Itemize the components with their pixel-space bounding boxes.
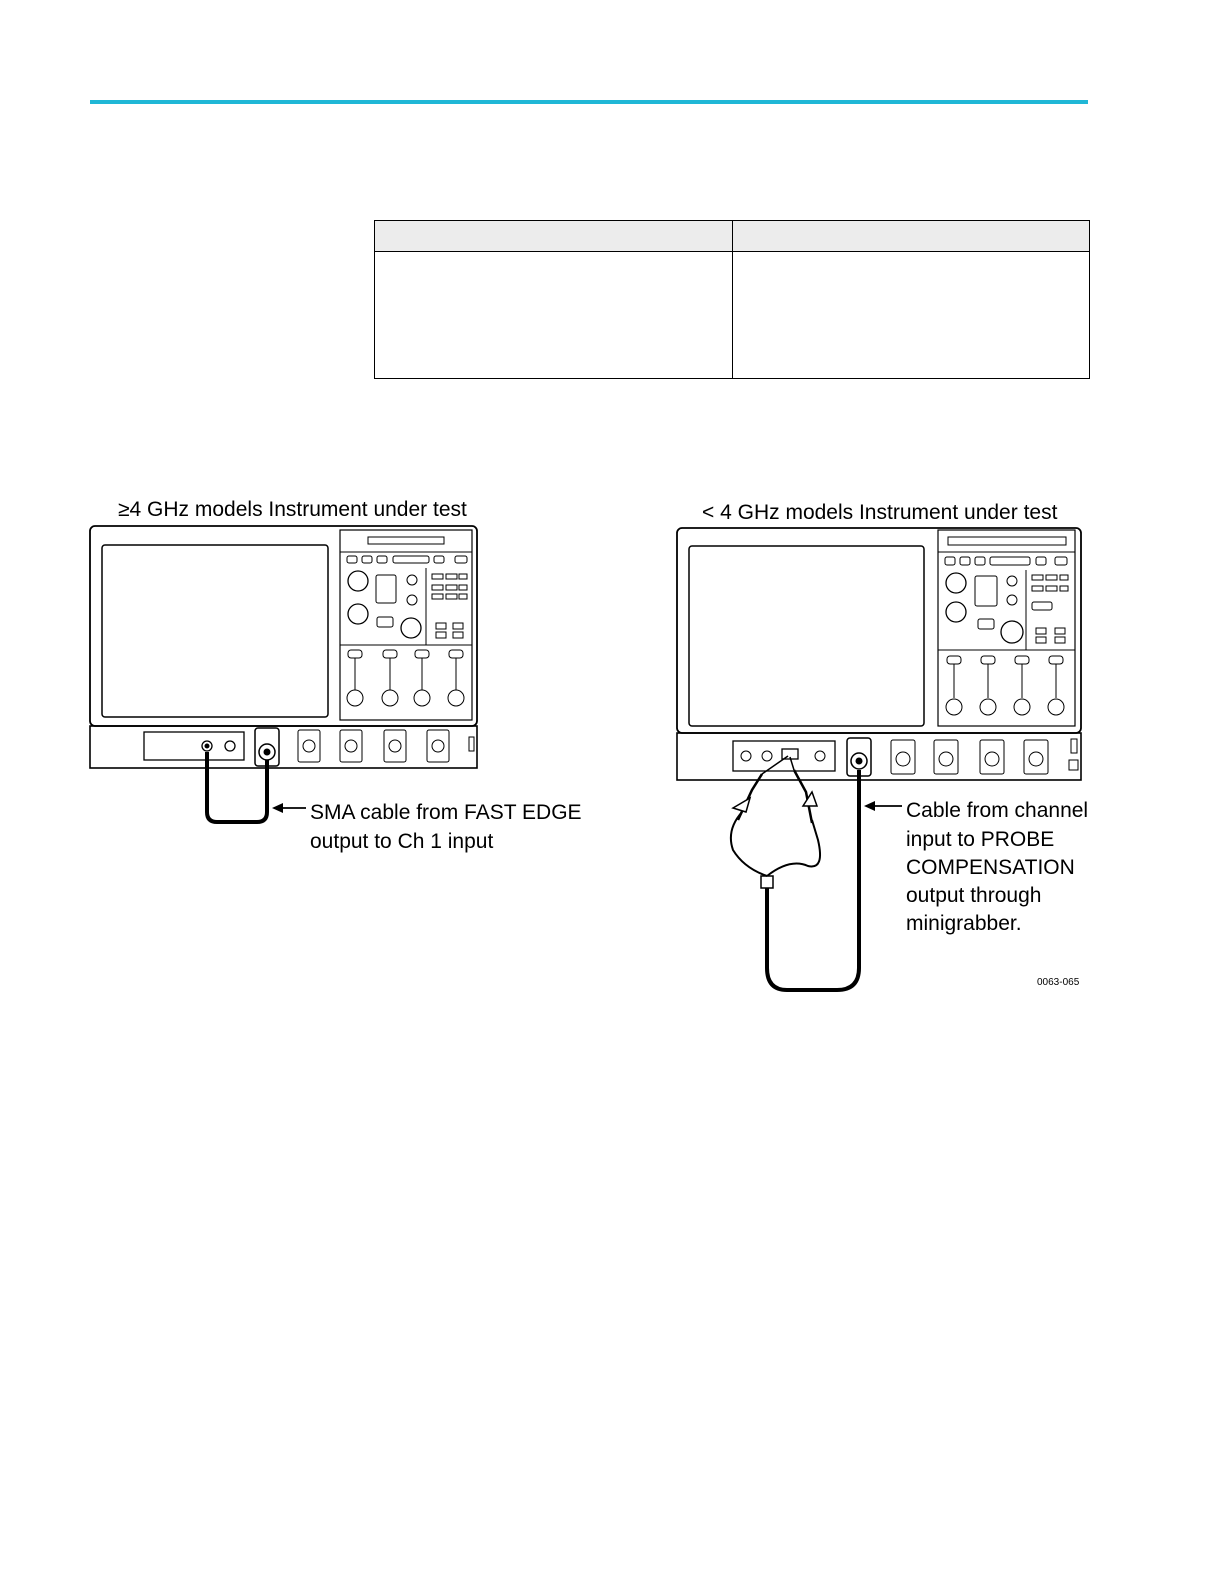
left-callout-line-1: SMA cable from FAST EDGE [310, 801, 582, 824]
left-output-panel [144, 732, 244, 760]
left-callout-line-2: output to Ch 1 input [310, 830, 494, 853]
left-channel-inputs [298, 730, 449, 762]
right-channel-inputs [891, 740, 1048, 774]
right-instrument-body [677, 528, 1081, 733]
right-callout-line-1: Cable from channel [906, 799, 1089, 822]
left-oscilloscope [90, 526, 477, 768]
right-channel-controls [946, 656, 1064, 715]
right-callout-line-3: COMPENSATION [906, 856, 1075, 879]
right-oscilloscope [677, 528, 1081, 780]
minigrabber-cable [731, 756, 859, 990]
right-callout-line-4: output through [906, 884, 1042, 907]
right-control-panel [938, 530, 1075, 726]
sma-cable [207, 752, 267, 822]
left-channel-controls [347, 650, 464, 706]
right-callout-line-2: input to PROBE [906, 828, 1055, 851]
probe-compensation-panel [733, 741, 835, 771]
right-figure-title: < 4 GHz models Instrument under test [702, 501, 1058, 524]
right-display-screen [689, 546, 924, 726]
right-front-strip [677, 733, 1081, 780]
figure-id: 0063-065 [1037, 977, 1080, 988]
left-figure-title: ≥4 GHz models Instrument under test [118, 498, 467, 521]
right-callout-line-5: minigrabber. [906, 912, 1022, 935]
left-display-screen [102, 545, 328, 717]
